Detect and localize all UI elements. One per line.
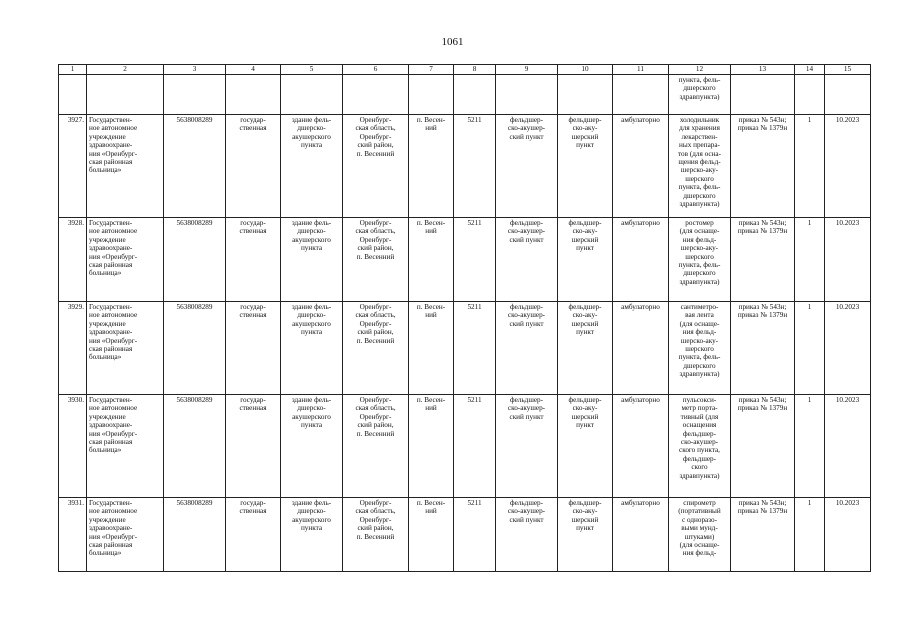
- locality-cell: п. Весен- ний: [416, 303, 446, 320]
- table-row: [59, 218, 871, 302]
- table-row: [59, 395, 871, 498]
- col-header-11: 11: [613, 65, 669, 75]
- col-header-7: 7: [409, 65, 454, 75]
- locality-cell: п. Весен- ний: [416, 396, 446, 413]
- order-cell: приказ № 543н; приказ № 1379н: [737, 303, 788, 320]
- address-cell: Оренбург- ская область, Оренбург- ский район, п. Весенний: [355, 303, 396, 345]
- col-header-14: 14: [795, 65, 825, 75]
- col-header-3: 3: [164, 65, 226, 75]
- organization-cell: Государствен- ное автономное учреждение здравоохране- ния «Оренбург- ская районная больница»: [89, 116, 138, 175]
- subunit-cell: фельдшер- ско-аку- шерский пункт: [568, 219, 602, 253]
- subunit-cell: фельдшер- ско-аку- шерский пункт: [568, 116, 602, 150]
- col-header-1: 1: [59, 65, 87, 75]
- quantity-cell: 1: [807, 396, 812, 404]
- care-type-cell: амбулаторно: [621, 116, 660, 124]
- quantity-cell: 1: [807, 116, 812, 124]
- continuation-row: [59, 75, 871, 115]
- col-header-10: 10: [558, 65, 613, 75]
- organization-cell: Государствен- ное автономное учреждение здравоохране- ния «Оренбург- ская районная больница»: [89, 396, 138, 455]
- col-header-9: 9: [496, 65, 558, 75]
- col-header-8: 8: [454, 65, 496, 75]
- date-cell: 10.2023: [835, 499, 860, 507]
- equipment-cell: сантиметро- вая лента (для оснаще- ния фельд- шерско-аку- шерского пункта, фель- дшерского здравпункта): [678, 303, 721, 379]
- subunit-cell: фельдшер- ско-аку- шерский пункт: [568, 499, 602, 533]
- code-cell: 5211: [467, 303, 482, 311]
- col-header-15: 15: [825, 65, 871, 75]
- unit-cell: фельдшер- ско-акушер- ский пункт: [507, 499, 546, 524]
- locality-cell: п. Весен- ний: [416, 499, 446, 516]
- address-cell: Оренбург- ская область, Оренбург- ский район, п. Весенний: [355, 396, 396, 438]
- ownership-cell: государ- ственная: [239, 499, 267, 516]
- care-type-cell: амбулаторно: [621, 499, 660, 507]
- code-cell: 5211: [467, 499, 482, 507]
- address-cell: Оренбург- ская область, Оренбург- ский район, п. Весенний: [355, 116, 396, 158]
- care-type-cell: амбулаторно: [621, 303, 660, 311]
- subunit-cell: фельдшер- ско-аку- шерский пункт: [568, 303, 602, 337]
- order-cell: приказ № 543н; приказ № 1379н: [737, 396, 788, 413]
- row-number: 3929.: [67, 303, 84, 311]
- row-number: 3931.: [67, 499, 84, 507]
- col-header-12: 12: [669, 65, 731, 75]
- col-header-4: 4: [226, 65, 281, 75]
- order-cell: приказ № 543н; приказ № 1379н: [737, 499, 788, 516]
- table-row: [59, 115, 871, 218]
- col-header-2: 2: [87, 65, 164, 75]
- code-cell: 5211: [467, 116, 482, 124]
- organization-cell: Государствен- ное автономное учреждение здравоохране- ния «Оренбург- ская районная больница»: [89, 499, 138, 558]
- row-number: 3927.: [67, 116, 84, 124]
- building-cell: здание фель- дшерско- акушерского пункта: [291, 219, 332, 253]
- quantity-cell: 1: [807, 219, 812, 227]
- date-cell: 10.2023: [835, 116, 860, 124]
- unit-cell: фельдшер- ско-акушер- ский пункт: [507, 396, 546, 421]
- address-cell: Оренбург- ская область, Оренбург- ский район, п. Весенний: [355, 219, 396, 261]
- building-cell: здание фель- дшерско- акушерского пункта: [291, 499, 332, 533]
- building-cell: здание фель- дшерско- акушерского пункта: [291, 396, 332, 430]
- equipment-cell: холодильник для хранения лекарствен- ных препара- тов (для осна- щения фельд- шерско-аку- шерского пункта, фель- дшерского здравпункта): [678, 116, 721, 209]
- registry-table: [58, 64, 871, 572]
- inn-cell: 5638008289: [176, 303, 213, 311]
- column-number-row: [59, 65, 871, 75]
- organization-cell: Государствен- ное автономное учреждение здравоохране- ния «Оренбург- ская районная больница»: [89, 219, 138, 278]
- row-number: 3928.: [67, 219, 84, 227]
- unit-cell: фельдшер- ско-акушер- ский пункт: [507, 116, 546, 141]
- table-row: [59, 302, 871, 395]
- date-cell: 10.2023: [835, 303, 860, 311]
- inn-cell: 5638008289: [176, 396, 213, 404]
- inn-cell: 5638008289: [176, 219, 213, 227]
- building-cell: здание фель- дшерско- акушерского пункта: [291, 116, 332, 150]
- unit-cell: фельдшер- ско-акушер- ский пункт: [507, 219, 546, 244]
- col-header-6: 6: [343, 65, 409, 75]
- locality-cell: п. Весен- ний: [416, 116, 446, 133]
- ownership-cell: государ- ственная: [239, 219, 267, 236]
- equipment-cell: спирометр (портативный с одноразо- выми мунд- штуками) (для оснаще- ния фельд-: [678, 499, 721, 558]
- page-number: 1061: [441, 36, 464, 48]
- locality-cell: п. Весен- ний: [416, 219, 446, 236]
- row-number: 3930.: [67, 396, 84, 404]
- ownership-cell: государ- ственная: [239, 396, 267, 413]
- equipment-cell: ростомер (для оснаще- ния фельд- шерско-аку- шерского пункта, фель- дшерского здравпункта): [678, 219, 721, 286]
- care-type-cell: амбулаторно: [621, 396, 660, 404]
- date-cell: 10.2023: [835, 396, 860, 404]
- code-cell: 5211: [467, 396, 482, 404]
- ownership-cell: государ- ственная: [239, 116, 267, 133]
- ownership-cell: государ- ственная: [239, 303, 267, 320]
- quantity-cell: 1: [807, 303, 812, 311]
- inn-cell: 5638008289: [176, 116, 213, 124]
- address-cell: Оренбург- ская область, Оренбург- ский район, п. Весенний: [355, 499, 396, 541]
- subunit-cell: фельдшер- ско-аку- шерский пункт: [568, 396, 602, 430]
- inn-cell: 5638008289: [176, 499, 213, 507]
- col-header-5: 5: [281, 65, 343, 75]
- care-type-cell: амбулаторно: [621, 219, 660, 227]
- organization-cell: Государствен- ное автономное учреждение здравоохране- ния «Оренбург- ская районная больница»: [89, 303, 138, 362]
- table-row: [59, 498, 871, 572]
- equipment-cell: пульсокси- метр порта- тивный (для оснащения фельдшер- ско-акушер- ского пункта, фельдшер- ского здравпункта): [679, 396, 720, 480]
- order-cell: приказ № 543н; приказ № 1379н: [737, 116, 788, 133]
- order-cell: приказ № 543н; приказ № 1379н: [737, 219, 788, 236]
- equipment-cell: пункта, фель- дшерского здравпункта): [678, 76, 721, 101]
- quantity-cell: 1: [807, 499, 812, 507]
- building-cell: здание фель- дшерско- акушерского пункта: [291, 303, 332, 337]
- date-cell: 10.2023: [835, 219, 860, 227]
- code-cell: 5211: [467, 219, 482, 227]
- unit-cell: фельдшер- ско-акушер- ский пункт: [507, 303, 546, 328]
- col-header-13: 13: [731, 65, 795, 75]
